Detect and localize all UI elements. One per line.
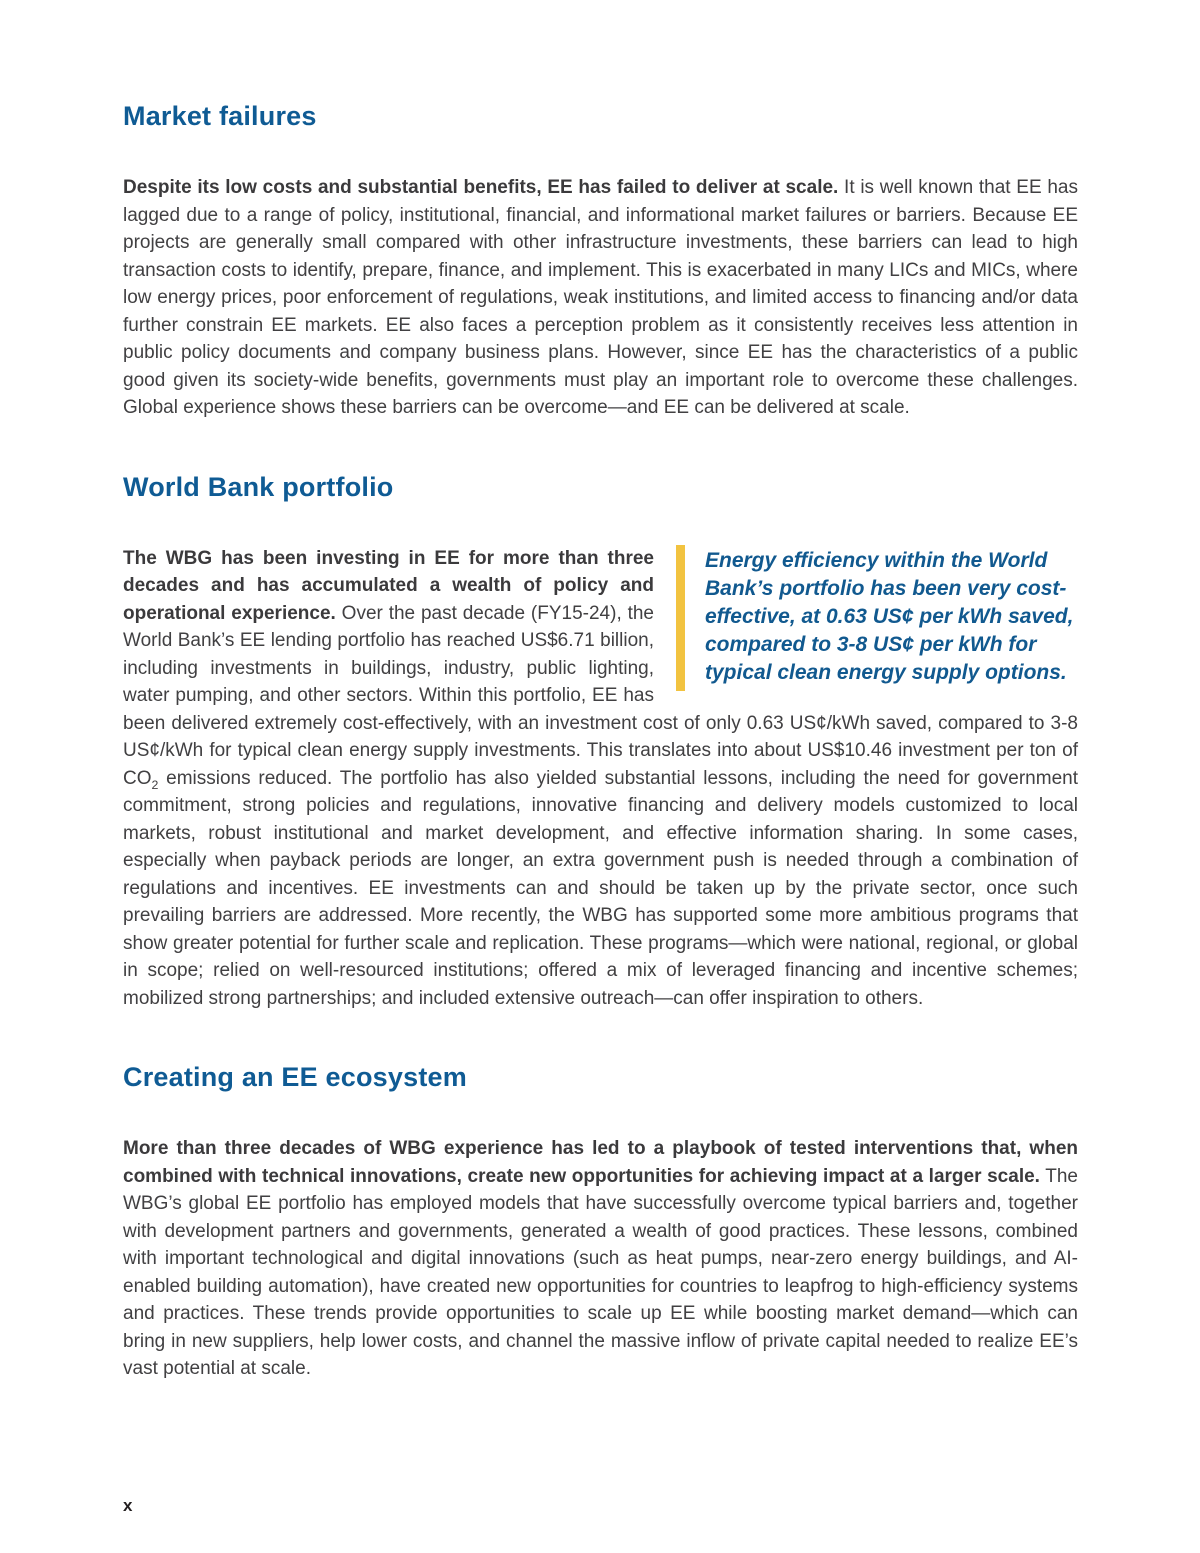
pull-quote-text: Energy efficiency within the World Bank’s portfolio has been very cost-effective, at 0.63 US¢ per kWh saved, compared to 3-8 US¢ per kWh for typical clean energy supply options. [705, 548, 1074, 684]
world-bank-portfolio-heading: World Bank portfolio [123, 471, 394, 502]
creating-ee-ecosystem-paragraph [123, 1135, 1078, 1383]
section-creating-ee-ecosystem [123, 1062, 1078, 1383]
page-number: x [123, 1496, 133, 1515]
paragraph-body-text: The WBG’s global EE portfolio has employed models that have successfully overcome typical barriers and, together with development partners and governments, generated a wealth of good practices. These lessons, combined with important technological and digital innovations (such as heat pumps, near-zero energy buildings, and AI-enabled building automation), have created new opportunities for countries to leapfrog to high-efficiency systems and practices. These trends provide opportunities to scale up EE while boosting market demand—which can bring in new suppliers, help lower costs, and channel the massive inflow of private capital needed to realize EE’s vast potential at scale. [123, 1165, 1078, 1379]
market-failures-heading: Market failures [123, 101, 317, 131]
paragraph-lead-sentence: More than three decades of WBG experience has led to a playbook of tested interventions that, when combined with technical innovations, create new opportunities for achieving impact at a larger scale. [123, 1138, 1078, 1187]
page-footer [123, 1496, 132, 1516]
market-failures-paragraph [123, 174, 1078, 422]
creating-ee-ecosystem-heading: Creating an EE ecosystem [123, 1062, 467, 1092]
paragraph-lead-sentence: Despite its low costs and substantial benefits, EE has failed to deliver at scale. [123, 177, 839, 198]
pull-quote [676, 545, 1078, 691]
paragraph-lead-sentence: The WBG has been investing in EE for more than three decades and has accumulated a wealth of policy and operational experience. [123, 547, 654, 624]
paragraph-body-text: emissions reduced. The portfolio has also yielded substantial lessons, including the need for government commitment, strong policies and regulations, innovative financing and delivery models customized to local markets, robust institutional and market development, and effective information sharing. In some cases, especially when payback periods are longer, an extra government push is needed through a combination of regulations and incentives. EE investments can and should be taken up by the private sector, once such prevailing barriers are addressed. More recently, the WBG has supported some more ambitious programs that show greater potential for further scale and replication. These programs—which were national, regional, or global in scope; relied on well-resourced institutions; offered a mix of leveraged financing and incentive schemes; mobilized strong partnerships; and included extensive outreach—can offer inspiration to others. [123, 767, 1078, 1009]
world-bank-portfolio-paragraph [123, 545, 1078, 1013]
co2-subscript: 2 [151, 777, 159, 792]
paragraph-body-text: Over the past decade (FY15-24), the World Bank’s EE lending portfolio has reached US$6.71 billion, including investments in buildings, industry, public lighting, water pumping, and other sectors. Within this portfolio, EE has been delivered extremely cost-effectively, with an investment cost of only 0.63 US¢/kWh saved, compared to 3-8 US¢/kWh for typical clean energy supply investments. This translates into about US$10.46 investment per ton of CO [123, 602, 1078, 789]
section-world-bank-portfolio [123, 472, 1078, 1013]
paragraph-body-text: It is well known that EE has lagged due to a range of policy, institutional, financial, and informational market failures or barriers. Because EE projects are generally small compared with other infrastructure investments, these barriers can lead to high transaction costs to identify, prepare, finance, and implement. This is exacerbated in many LICs and MICs, where low energy prices, poor enforcement of regulations, weak institutions, and limited access to financing and/or data further constrain EE markets. EE also faces a perception problem as it consistently receives less attention in public policy documents and company business plans. However, since EE has the characteristics of a public good given its society-wide benefits, governments must play an important role to overcome these challenges. Global experience shows these barriers can be overcome—and EE can be delivered at scale. [123, 177, 1078, 418]
section-market-failures [123, 101, 1078, 422]
